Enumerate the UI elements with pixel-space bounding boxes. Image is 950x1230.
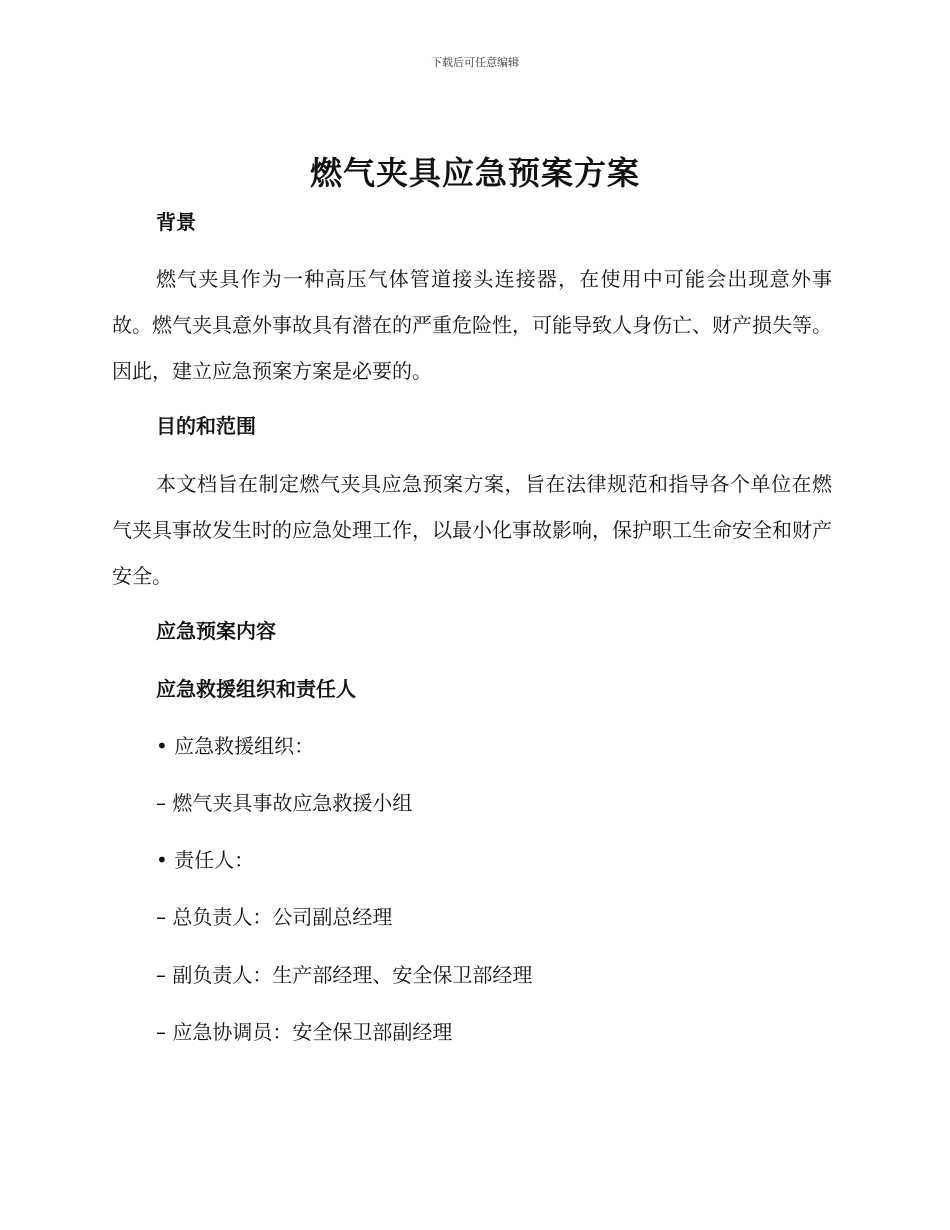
section-heading-plan-content: 应急预案内容 — [156, 619, 276, 643]
paragraph-purpose: 本文档旨在制定燃气夹具应急预案方案，旨在法律规范和指导各个单位在燃气夹具事故发生时的应急处理工作，以最小化事故影响，保护职工生命安全和财产安全。 — [112, 472, 832, 588]
header-note: 下载后可任意编辑 — [431, 56, 519, 69]
document-title: 燃气夹具应急预案方案 — [309, 154, 640, 192]
section-heading-background: 背景 — [156, 210, 196, 234]
list-item: • 应急救援组织： — [156, 734, 315, 758]
list-item: – 燃气夹具事故应急救援小组 — [156, 791, 413, 815]
list-item: – 应急协调员：安全保卫部副经理 — [156, 1020, 453, 1044]
section-heading-organization: 应急救援组织和责任人 — [156, 677, 356, 701]
list-item: • 责任人： — [156, 848, 255, 872]
list-item: – 副负责人：生产部经理、安全保卫部经理 — [156, 963, 533, 987]
paragraph-background: 燃气夹具作为一种高压气体管道接头连接器，在使用中可能会出现意外事故。燃气夹具意外事故具有潜在的严重危险性，可能导致人身伤亡、财产损失等。因此，建立应急预案方案是必要的。 — [112, 267, 832, 383]
list-item: – 总负责人：公司副总经理 — [156, 905, 393, 929]
section-heading-purpose: 目的和范围 — [156, 414, 256, 438]
